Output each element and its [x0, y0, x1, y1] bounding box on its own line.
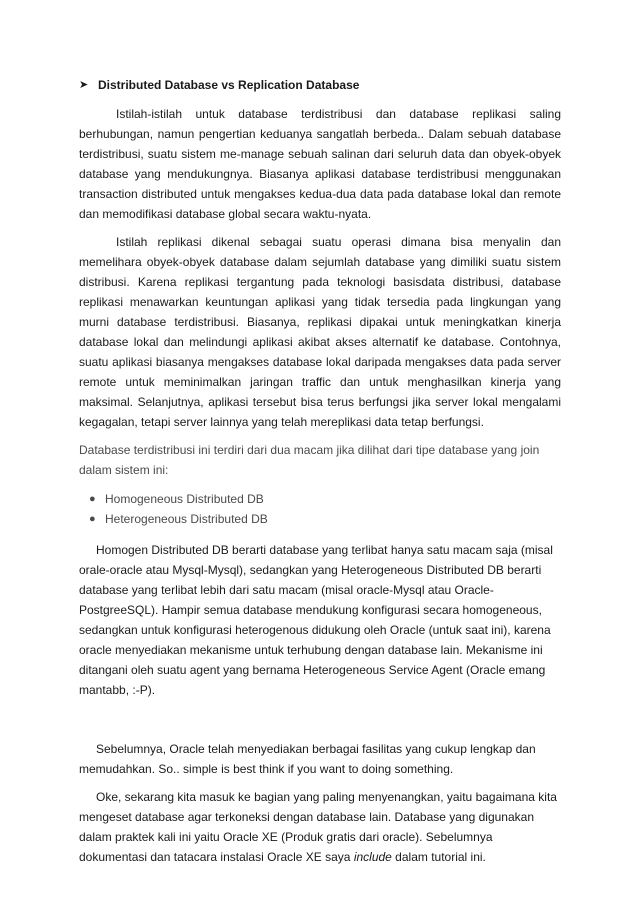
- paragraph-oracle-xe-text: Oke, sekarang kita masuk ke bagian yang paling menyenangkan, yaitu bagaimana kita mengeset database agar terkoneksi dengan database lain. Database yang digunakan dalam praktek kali ini yaitu Oracle XE (Produk gratis dari oracle). Sebelumnya dokumentasi dan tatacara instalasi Oracle XE saya: [79, 790, 557, 864]
- bullet-icon: ●: [89, 493, 96, 505]
- document-body: [79, 76, 561, 867]
- list-item-label: Heterogeneous Distributed DB: [105, 512, 268, 526]
- list-item: [79, 489, 561, 509]
- spacer: [79, 700, 561, 739]
- database-types-list: [79, 489, 561, 529]
- list-item: [79, 509, 561, 529]
- paragraph-oracle-xe: [79, 787, 561, 867]
- paragraph-replication: Istilah replikasi dikenal sebagai suatu operasi dimana bisa menyalin dan memelihara obyek-obyek database dalam sejumlah database yang dimiliki suatu sistem distribusi. Karena replikasi tergantung pada teknologi basisdata distribusi, database replikasi menawarkan keuntungan aplikasi yang tidak tersedia pada lingkungan yang murni database terdistribusi. Biasanya, replikasi dipakai untuk meningkatkan kinerja database lokal dan melindungi aplikasi akibat akses alternatif ke database. Contohnya, suatu aplikasi biasanya mengakses database lokal daripada mengakses data pada server remote untuk meminimalkan jaringan traffic dan untuk menghasilkan kinerja yang maksimal. Selanjutnya, aplikasi tersebut bisa terus berfungsi jika server lokal mengalami kegagalan, tetapi server lainnya yang telah mereplikasi data tetap berfungsi.: [79, 235, 561, 429]
- paragraph-oracle-xe-end: dalam tutorial ini.: [391, 850, 486, 864]
- paragraph-homogeneous: Homogen Distributed DB berarti database yang terlibat hanya satu macam saja (misal orale-oracle atau Mysql-Mysql), sedangkan yang Heterogeneous Distributed DB berarti database yang terlibat lebih dari satu macam (misal oracle-Mysql atau Oracle-PostgreeSQL). Hampir semua database mendukung konfigurasi secara homogeneous, sedangkan untuk konfigurasi heterogenous didukung oleh Oracle (untuk saat ini), karena oracle menyediakan mekanisme untuk terhubung dengan database lain. Mekanisme ini ditangani oleh suatu agent yang bernama Heterogeneous Service Agent (Oracle emang mantabb, :-P).: [79, 543, 553, 697]
- paragraph-intro: Istilah-istilah untuk database terdistribusi dan database replikasi saling berhubungan, namun pengertian keduanya sangatlah berbeda.. Dalam sebuah database terdistribusi, suatu sistem me-manage sebuah salinan dari seluruh data dan obyek-obyek database yang mendukungnya. Biasanya aplikasi database terdistribusi menggunakan transaction distributed untuk mengakses kedua-dua data pada database lokal dan remote dan memodifikasi database global secara waktu-nyata.: [79, 107, 561, 221]
- section-title: Distributed Database vs Replication Database: [98, 78, 360, 92]
- paragraph-oracle-xe-italic: include: [353, 850, 392, 864]
- arrow-right-icon: ➤: [79, 79, 89, 91]
- paragraph-oracle-facilities: Sebelumnya, Oracle telah menyediakan berbagai fasilitas yang cukup lengkap dan memudahkan. So.. simple is best think if you want to doing something.: [79, 742, 536, 776]
- bullet-icon: ●: [89, 513, 96, 525]
- paragraph-types-intro: Database terdistribusi ini terdiri dari dua macam jika dilihat dari tipe database yang join dalam sistem ini:: [79, 443, 540, 477]
- section-heading: [79, 76, 561, 94]
- list-item-label: Homogeneous Distributed DB: [105, 492, 264, 506]
